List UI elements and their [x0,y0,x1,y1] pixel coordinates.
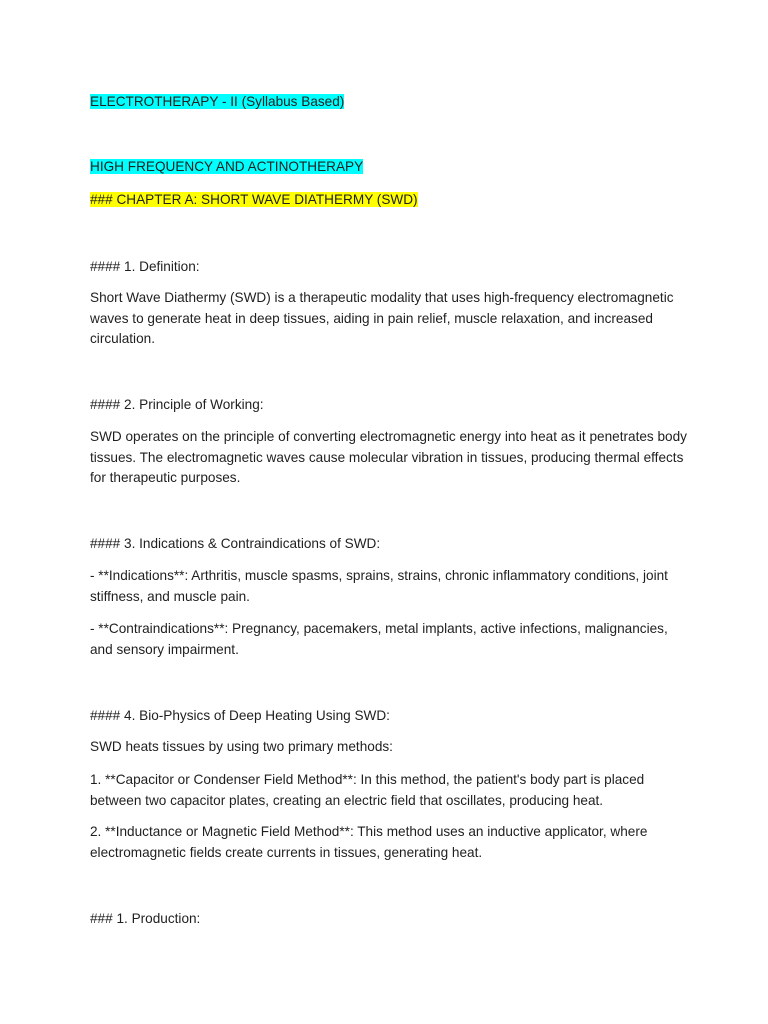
section-heading-indications: #### 3. Indications & Contraindications of SWD: [90,536,381,551]
chapter-heading [90,190,418,210]
principle-paragraph: SWD operates on the principle of converting electromagnetic energy into heat as it penetrates body tissues. The electromagnetic waves cause molecular vibration in tissues, producing thermal effects for therapeutic purposes. [90,429,687,485]
inductance-method-paragraph: 2. **Inductance or Magnetic Field Method**: This method uses an inductive applicator, where electromagnetic fields create currents in tissues, generating heat. [90,824,648,860]
definition-paragraph: Short Wave Diathermy (SWD) is a therapeutic modality that uses high-frequency electromagnetic waves to generate heat in deep tissues, aiding in pain relief, muscle relaxation, and increased circulation. [90,290,674,346]
section-heading-definition: #### 1. Definition: [90,259,200,274]
subtitle-highlight: HIGH FREQUENCY AND ACTINOTHERAPY [90,159,364,174]
contraindications-paragraph: - **Contraindications**: Pregnancy, pacemakers, metal implants, active infections, malignancies, and sensory impairment. [90,621,668,657]
document-subtitle [90,157,363,177]
biophysics-intro-paragraph: SWD heats tissues by using two primary methods: [90,739,393,754]
capacitor-method-paragraph: 1. **Capacitor or Condenser Field Method**: In this method, the patient's body part is placed between two capacitor plates, creating an electric field that oscillates, producing heat. [90,772,645,808]
section-heading-principle: #### 2. Principle of Working: [90,397,264,412]
section-heading-production: ### 1. Production: [90,911,201,926]
document-title [90,92,344,112]
section-heading-biophysics: #### 4. Bio-Physics of Deep Heating Using SWD: [90,708,390,723]
chapter-highlight: ### CHAPTER A: SHORT WAVE DIATHERMY (SWD) [90,192,418,207]
indications-paragraph: - **Indications**: Arthritis, muscle spasms, sprains, strains, chronic inflammatory conditions, joint stiffness, and muscle pain. [90,568,668,604]
title-highlight: ELECTROTHERAPY - II (Syllabus Based) [90,94,345,109]
